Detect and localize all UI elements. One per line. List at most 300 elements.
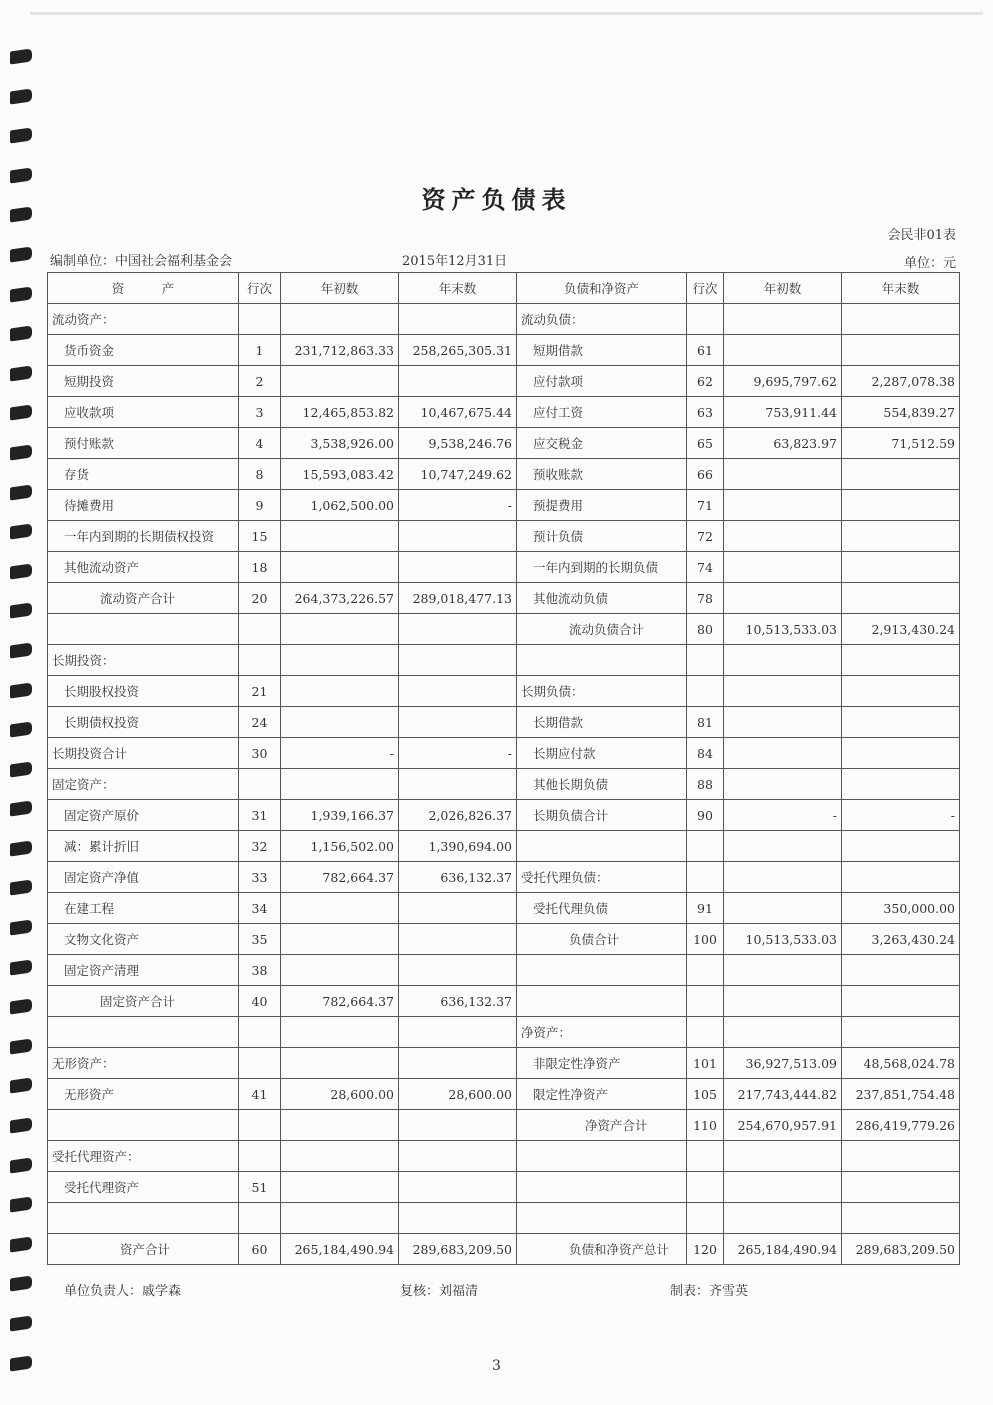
asset-name-cell: 长期债权投资: [48, 707, 239, 738]
asset-begin-cell: -: [281, 738, 399, 769]
table-row: [48, 459, 960, 490]
liability-line-cell: 65: [687, 428, 724, 459]
asset-begin-cell: [281, 955, 399, 986]
asset-line-cell: [239, 614, 281, 645]
liability-begin-cell: 265,184,490.94: [724, 1234, 842, 1265]
liability-line-cell: 100: [687, 924, 724, 955]
liability-begin-cell: [724, 862, 842, 893]
liability-end-cell: [842, 707, 960, 738]
liability-name-cell: 长期负债合计: [517, 800, 687, 831]
liability-begin-cell: 753,911.44: [724, 397, 842, 428]
liability-line-cell: 80: [687, 614, 724, 645]
report-date: 2015年12月31日: [402, 254, 508, 269]
asset-line-cell: 41: [239, 1079, 281, 1110]
asset-line-cell: [239, 1141, 281, 1172]
liability-name-cell: 应付款项: [517, 366, 687, 397]
asset-begin-cell: [281, 1172, 399, 1203]
asset-end-cell: 258,265,305.31: [399, 335, 517, 366]
binding-ring: [10, 48, 32, 64]
asset-end-cell: 636,132.37: [399, 862, 517, 893]
asset-end-cell: -: [399, 490, 517, 521]
asset-name-cell: 在建工程: [48, 893, 239, 924]
asset-begin-cell: [281, 521, 399, 552]
liability-begin-cell: [724, 645, 842, 676]
liability-name-cell: 受托代理负债: [517, 893, 687, 924]
table-row: [48, 676, 960, 707]
asset-line-cell: [239, 1048, 281, 1079]
liability-end-cell: [842, 490, 960, 521]
liability-name-cell: 其他长期负债: [517, 769, 687, 800]
liability-begin-cell: [724, 459, 842, 490]
liability-line-cell: 74: [687, 552, 724, 583]
asset-line-cell: 40: [239, 986, 281, 1017]
table-row: [48, 862, 960, 893]
col-header-begin: 年初数: [281, 273, 399, 304]
col-header-end: 年末数: [399, 273, 517, 304]
asset-end-cell: 28,600.00: [399, 1079, 517, 1110]
binding-ring: [10, 246, 32, 262]
liability-name-cell: 流动负债：: [517, 304, 687, 335]
table-row: [48, 893, 960, 924]
liability-line-cell: 88: [687, 769, 724, 800]
liability-end-cell: 289,683,209.50: [842, 1234, 960, 1265]
liability-name-cell: 长期应付款: [517, 738, 687, 769]
asset-begin-cell: [281, 304, 399, 335]
asset-begin-cell: 15,593,083.42: [281, 459, 399, 490]
table-row: [48, 397, 960, 428]
liability-name-cell: 应交税金: [517, 428, 687, 459]
table-row: [48, 366, 960, 397]
asset-name-cell: 无形资产：: [48, 1048, 239, 1079]
col-header-liabilities: 负债和净资产: [517, 273, 687, 304]
asset-end-cell: [399, 1017, 517, 1048]
binding-ring: [10, 1157, 32, 1173]
page-top-edge: [30, 12, 983, 15]
liability-name-cell: 短期借款: [517, 335, 687, 366]
liability-begin-cell: [724, 1172, 842, 1203]
asset-line-cell: 32: [239, 831, 281, 862]
liability-end-cell: [842, 552, 960, 583]
binding-ring: [10, 1315, 32, 1331]
binding-ring: [10, 484, 32, 500]
table-row: [48, 924, 960, 955]
asset-end-cell: [399, 1172, 517, 1203]
liability-end-cell: 2,287,078.38: [842, 366, 960, 397]
asset-begin-cell: 782,664.37: [281, 986, 399, 1017]
asset-name-cell: 受托代理资产：: [48, 1141, 239, 1172]
liability-begin-cell: [724, 335, 842, 366]
liability-line-cell: [687, 986, 724, 1017]
liability-name-cell: [517, 831, 687, 862]
liability-line-cell: 90: [687, 800, 724, 831]
liability-line-cell: [687, 304, 724, 335]
asset-line-cell: 9: [239, 490, 281, 521]
asset-line-cell: 60: [239, 1234, 281, 1265]
asset-end-cell: [399, 893, 517, 924]
asset-name-cell: [48, 1203, 239, 1234]
binding-ring: [10, 880, 32, 896]
asset-name-cell: 待摊费用: [48, 490, 239, 521]
liability-begin-cell: 63,823.97: [724, 428, 842, 459]
liability-begin-cell: [724, 521, 842, 552]
asset-end-cell: [399, 676, 517, 707]
asset-begin-cell: [281, 893, 399, 924]
liability-line-cell: 71: [687, 490, 724, 521]
liability-name-cell: 负债和净资产总计: [517, 1234, 687, 1265]
liability-end-cell: [842, 583, 960, 614]
asset-line-cell: 18: [239, 552, 281, 583]
asset-end-cell: [399, 1141, 517, 1172]
balance-sheet-table: [47, 272, 960, 1265]
liability-begin-cell: [724, 769, 842, 800]
asset-name-cell: 长期投资：: [48, 645, 239, 676]
asset-begin-cell: 265,184,490.94: [281, 1234, 399, 1265]
liability-name-cell: 预收账款: [517, 459, 687, 490]
asset-begin-cell: [281, 366, 399, 397]
asset-begin-cell: [281, 1141, 399, 1172]
asset-name-cell: 文物文化资产: [48, 924, 239, 955]
asset-name-cell: 资产合计: [48, 1234, 239, 1265]
asset-line-cell: 38: [239, 955, 281, 986]
liability-name-cell: 负债合计: [517, 924, 687, 955]
asset-end-cell: 2,026,826.37: [399, 800, 517, 831]
table-row: [48, 955, 960, 986]
table-row: [48, 490, 960, 521]
liability-name-cell: [517, 1203, 687, 1234]
liability-end-cell: [842, 769, 960, 800]
liability-line-cell: [687, 1203, 724, 1234]
binding-ring: [10, 959, 32, 975]
table-row: [48, 552, 960, 583]
asset-name-cell: 固定资产清理: [48, 955, 239, 986]
liability-begin-cell: [724, 552, 842, 583]
liability-end-cell: [842, 1172, 960, 1203]
table-row: [48, 1048, 960, 1079]
asset-name-cell: 流动资产：: [48, 304, 239, 335]
liability-line-cell: 63: [687, 397, 724, 428]
liability-name-cell: 长期负债：: [517, 676, 687, 707]
asset-name-cell: 短期投资: [48, 366, 239, 397]
table-header-row: [48, 273, 960, 304]
asset-end-cell: 289,683,209.50: [399, 1234, 517, 1265]
asset-end-cell: [399, 1203, 517, 1234]
liability-name-cell: 净资产合计: [517, 1110, 687, 1141]
asset-begin-cell: [281, 614, 399, 645]
table-row: [48, 1017, 960, 1048]
liability-name-cell: 受托代理负债：: [517, 862, 687, 893]
asset-line-cell: 30: [239, 738, 281, 769]
liability-begin-cell: [724, 738, 842, 769]
asset-begin-cell: [281, 1017, 399, 1048]
liability-line-cell: 81: [687, 707, 724, 738]
liability-line-cell: [687, 676, 724, 707]
liability-name-cell: [517, 1141, 687, 1172]
binding-ring: [10, 88, 32, 104]
liability-line-cell: [687, 1017, 724, 1048]
liability-end-cell: [842, 676, 960, 707]
liability-line-cell: [687, 1172, 724, 1203]
currency-unit: 单位：元: [903, 256, 956, 271]
table-row: [48, 1203, 960, 1234]
table-row: [48, 304, 960, 335]
asset-line-cell: 24: [239, 707, 281, 738]
page-number: 3: [492, 1358, 501, 1374]
liability-end-cell: [842, 862, 960, 893]
asset-end-cell: 636,132.37: [399, 986, 517, 1017]
binding-ring: [10, 761, 32, 777]
liability-begin-cell: [724, 986, 842, 1017]
liability-name-cell: 流动负债合计: [517, 614, 687, 645]
asset-line-cell: 15: [239, 521, 281, 552]
asset-name-cell: 预付账款: [48, 428, 239, 459]
liability-begin-cell: -: [724, 800, 842, 831]
asset-name-cell: 一年内到期的长期债权投资: [48, 521, 239, 552]
table-row: [48, 707, 960, 738]
liability-line-cell: 110: [687, 1110, 724, 1141]
binding-ring: [10, 840, 32, 856]
asset-end-cell: [399, 552, 517, 583]
liability-begin-cell: 10,513,533.03: [724, 924, 842, 955]
table-row: [48, 738, 960, 769]
asset-name-cell: [48, 614, 239, 645]
asset-begin-cell: 264,373,226.57: [281, 583, 399, 614]
liability-end-cell: [842, 645, 960, 676]
liability-name-cell: 预计负债: [517, 521, 687, 552]
asset-line-cell: 1: [239, 335, 281, 366]
binding-ring: [10, 128, 32, 144]
liability-name-cell: 限定性净资产: [517, 1079, 687, 1110]
table-row: [48, 769, 960, 800]
liability-end-cell: [842, 1017, 960, 1048]
asset-end-cell: [399, 304, 517, 335]
table-row: [48, 986, 960, 1017]
liability-end-cell: [842, 459, 960, 490]
asset-line-cell: 3: [239, 397, 281, 428]
table-row: [48, 521, 960, 552]
liability-line-cell: 84: [687, 738, 724, 769]
binding-ring: [10, 286, 32, 302]
liability-line-cell: 105: [687, 1079, 724, 1110]
table-row: [48, 1141, 960, 1172]
liability-end-cell: 237,851,754.48: [842, 1079, 960, 1110]
asset-name-cell: 其他流动资产: [48, 552, 239, 583]
liability-end-cell: [842, 955, 960, 986]
asset-name-cell: 流动资产合计: [48, 583, 239, 614]
asset-line-cell: 35: [239, 924, 281, 955]
binding-ring: [10, 722, 32, 738]
asset-name-cell: 货币资金: [48, 335, 239, 366]
liability-end-cell: 48,568,024.78: [842, 1048, 960, 1079]
liability-name-cell: 长期借款: [517, 707, 687, 738]
liability-line-cell: 120: [687, 1234, 724, 1265]
asset-line-cell: [239, 1203, 281, 1234]
asset-begin-cell: 782,664.37: [281, 862, 399, 893]
liability-end-cell: [842, 831, 960, 862]
asset-end-cell: [399, 769, 517, 800]
liability-end-cell: [842, 335, 960, 366]
table-row: [48, 1079, 960, 1110]
liability-line-cell: 91: [687, 893, 724, 924]
liability-name-cell: 净资产：: [517, 1017, 687, 1048]
asset-end-cell: [399, 645, 517, 676]
asset-name-cell: 固定资产原价: [48, 800, 239, 831]
liability-begin-cell: [724, 1017, 842, 1048]
asset-name-cell: 无形资产: [48, 1079, 239, 1110]
liability-line-cell: 101: [687, 1048, 724, 1079]
asset-end-cell: [399, 1110, 517, 1141]
table-row: [48, 335, 960, 366]
asset-end-cell: 10,747,249.62: [399, 459, 517, 490]
liability-name-cell: [517, 955, 687, 986]
binding-ring: [10, 603, 32, 619]
liability-name-cell: 一年内到期的长期负债: [517, 552, 687, 583]
liability-name-cell: [517, 645, 687, 676]
asset-end-cell: -: [399, 738, 517, 769]
binding-ring: [10, 326, 32, 342]
liability-begin-cell: [724, 831, 842, 862]
col-header-end: 年末数: [842, 273, 960, 304]
binding-ring: [10, 682, 32, 698]
asset-begin-cell: 1,062,500.00: [281, 490, 399, 521]
binding-ring: [10, 999, 32, 1015]
asset-line-cell: [239, 304, 281, 335]
binding-ring: [10, 1236, 32, 1252]
liability-name-cell: 其他流动负债: [517, 583, 687, 614]
liability-begin-cell: [724, 1203, 842, 1234]
table-row: [48, 645, 960, 676]
liability-line-cell: [687, 862, 724, 893]
asset-line-cell: 34: [239, 893, 281, 924]
col-header-assets: 资 产: [48, 273, 239, 304]
asset-line-cell: [239, 1110, 281, 1141]
asset-end-cell: 10,467,675.44: [399, 397, 517, 428]
asset-begin-cell: [281, 769, 399, 800]
liability-end-cell: 2,913,430.24: [842, 614, 960, 645]
binding-ring: [10, 1276, 32, 1292]
asset-name-cell: 长期股权投资: [48, 676, 239, 707]
asset-end-cell: 1,390,694.00: [399, 831, 517, 862]
asset-name-cell: 减：累计折旧: [48, 831, 239, 862]
col-header-line: 行次: [239, 273, 281, 304]
asset-begin-cell: 231,712,863.33: [281, 335, 399, 366]
liability-name-cell: 应付工资: [517, 397, 687, 428]
binding-ring: [10, 1078, 32, 1094]
liability-begin-cell: [724, 1141, 842, 1172]
liability-line-cell: [687, 645, 724, 676]
organization-label: 编制单位：中国社会福利基金会: [50, 254, 233, 269]
asset-begin-cell: 1,156,502.00: [281, 831, 399, 862]
asset-line-cell: 21: [239, 676, 281, 707]
asset-begin-cell: 12,465,853.82: [281, 397, 399, 428]
asset-end-cell: [399, 614, 517, 645]
asset-name-cell: [48, 1110, 239, 1141]
asset-end-cell: [399, 955, 517, 986]
asset-line-cell: [239, 769, 281, 800]
asset-end-cell: 289,018,477.13: [399, 583, 517, 614]
asset-begin-cell: [281, 552, 399, 583]
liability-end-cell: 350,000.00: [842, 893, 960, 924]
liability-end-cell: [842, 304, 960, 335]
asset-end-cell: [399, 707, 517, 738]
asset-line-cell: 2: [239, 366, 281, 397]
asset-begin-cell: 3,538,926.00: [281, 428, 399, 459]
liability-begin-cell: 217,743,444.82: [724, 1079, 842, 1110]
liability-end-cell: 554,839.27: [842, 397, 960, 428]
binding-ring: [10, 444, 32, 460]
liability-begin-cell: 36,927,513.09: [724, 1048, 842, 1079]
binding-ring: [10, 405, 32, 421]
liability-line-cell: 62: [687, 366, 724, 397]
liability-name-cell: [517, 986, 687, 1017]
asset-end-cell: [399, 521, 517, 552]
liability-line-cell: [687, 831, 724, 862]
binding-ring: [10, 1197, 32, 1213]
asset-begin-cell: 28,600.00: [281, 1079, 399, 1110]
liability-line-cell: 61: [687, 335, 724, 366]
liability-begin-cell: [724, 583, 842, 614]
asset-end-cell: [399, 1048, 517, 1079]
asset-end-cell: [399, 924, 517, 955]
asset-name-cell: 受托代理资产: [48, 1172, 239, 1203]
table-row: [48, 583, 960, 614]
table-row: [48, 800, 960, 831]
table-row: [48, 831, 960, 862]
form-number: 会民非01表: [887, 228, 956, 243]
table-row: [48, 1234, 960, 1265]
asset-begin-cell: [281, 1048, 399, 1079]
liability-begin-cell: 10,513,533.03: [724, 614, 842, 645]
footer-reviewer: 复核：刘福清: [400, 1284, 479, 1299]
liability-line-cell: [687, 1141, 724, 1172]
liability-end-cell: [842, 1141, 960, 1172]
table-row: [48, 1110, 960, 1141]
liability-line-cell: 66: [687, 459, 724, 490]
liability-begin-cell: 254,670,957.91: [724, 1110, 842, 1141]
asset-begin-cell: [281, 645, 399, 676]
asset-line-cell: 8: [239, 459, 281, 490]
liability-end-cell: 3,263,430.24: [842, 924, 960, 955]
binding-ring: [10, 1117, 32, 1133]
liability-begin-cell: [724, 955, 842, 986]
liability-begin-cell: 9,695,797.62: [724, 366, 842, 397]
footer-responsible-person: 单位负责人：戚学森: [64, 1284, 182, 1299]
liability-end-cell: [842, 521, 960, 552]
liability-name-cell: [517, 1172, 687, 1203]
asset-name-cell: 存货: [48, 459, 239, 490]
liability-end-cell: [842, 986, 960, 1017]
asset-name-cell: 应收款项: [48, 397, 239, 428]
spiral-binding: [10, 50, 36, 1396]
asset-begin-cell: [281, 924, 399, 955]
footer-preparer: 制表：齐雪英: [670, 1284, 749, 1299]
liability-end-cell: -: [842, 800, 960, 831]
liability-line-cell: 78: [687, 583, 724, 614]
binding-ring: [10, 365, 32, 381]
binding-ring: [10, 563, 32, 579]
document-title: 资产负债表: [421, 185, 572, 214]
liability-begin-cell: [724, 490, 842, 521]
asset-line-cell: [239, 645, 281, 676]
liability-begin-cell: [724, 676, 842, 707]
asset-name-cell: 固定资产合计: [48, 986, 239, 1017]
binding-ring: [10, 801, 32, 817]
liability-name-cell: 非限定性净资产: [517, 1048, 687, 1079]
liability-name-cell: 预提费用: [517, 490, 687, 521]
liability-end-cell: [842, 1203, 960, 1234]
liability-begin-cell: [724, 304, 842, 335]
col-header-line: 行次: [687, 273, 724, 304]
liability-line-cell: 72: [687, 521, 724, 552]
